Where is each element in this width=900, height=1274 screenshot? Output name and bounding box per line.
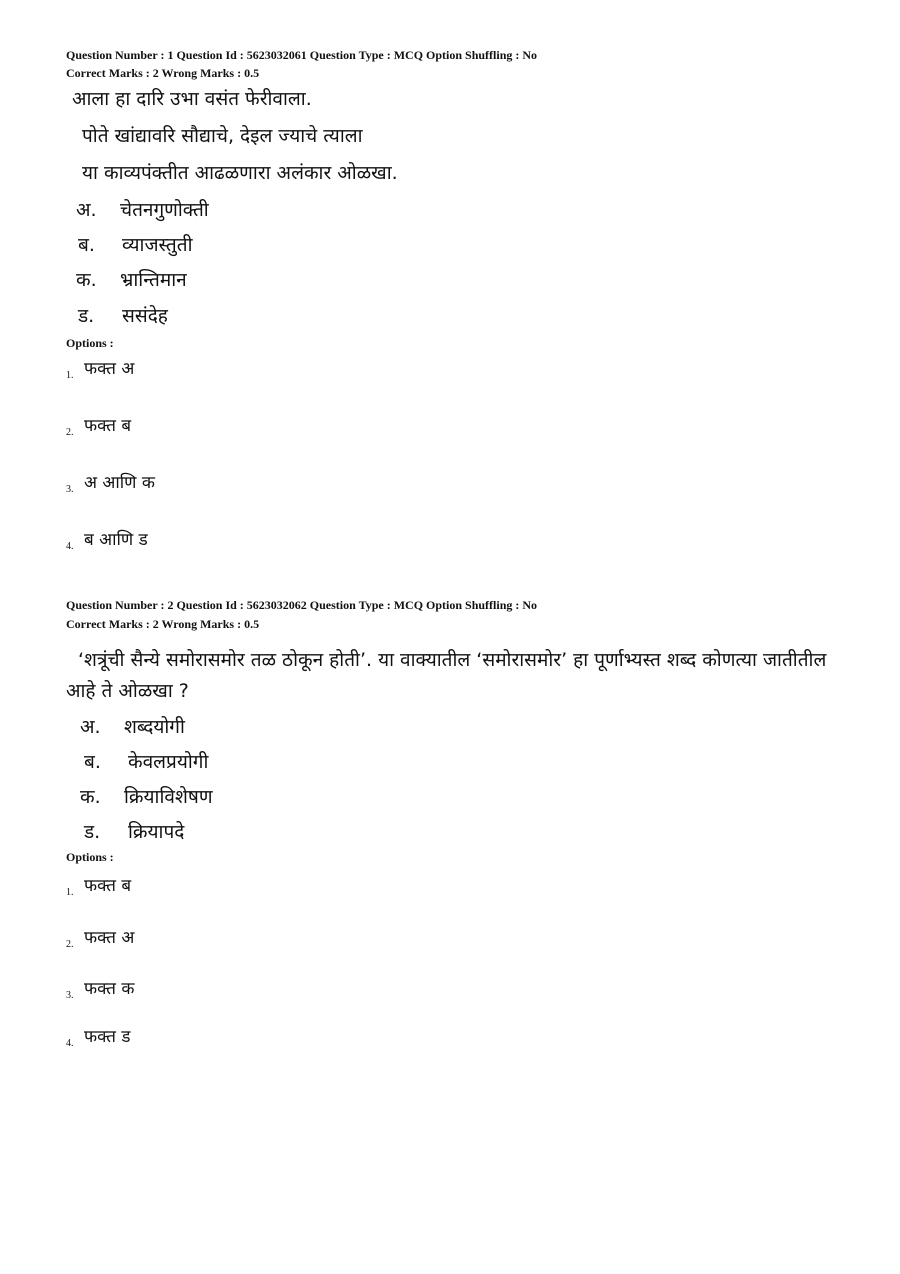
choice-item	[78, 304, 168, 328]
option-text: अ आणि क	[84, 473, 155, 493]
options-heading: Options :	[66, 336, 114, 350]
choice-text: क्रियापदे	[128, 821, 185, 843]
choice-letter: ड.	[78, 305, 95, 327]
choice-text: क्रियाविशेषण	[124, 786, 213, 808]
choice-letter: अ.	[80, 716, 101, 738]
option-number: 2.	[66, 939, 74, 950]
option-text: फक्त ब	[84, 416, 132, 436]
choice-text: भ्रान्तिमान	[120, 269, 187, 291]
choice-letter: क.	[80, 786, 101, 808]
option-number: 4.	[66, 1038, 74, 1049]
choice-text: ससंदेह	[122, 305, 168, 327]
question-marks: Correct Marks : 2 Wrong Marks : 0.5	[66, 66, 260, 80]
choice-text: शब्दयोगी	[124, 716, 185, 738]
choice-letter: ब.	[84, 751, 101, 773]
choice-item	[76, 268, 187, 292]
option-number: 3.	[66, 990, 74, 1001]
option-number: 3.	[66, 484, 74, 495]
choice-text: चेतनगुणोक्ती	[120, 199, 209, 221]
choice-letter: क.	[76, 269, 97, 291]
choice-item	[78, 233, 193, 257]
choice-letter: ड.	[84, 821, 101, 843]
option-number: 1.	[66, 887, 74, 898]
question-stem: ‘शत्रूंची सैन्ये समोरासमोर तळ ठोकून होती’. या वाक्यातील ‘समोरासमोर’ हा पूर्णाभ्यस्त शब्द कोणत्या जातीतील आहे ते ओळखा ?	[66, 649, 827, 702]
option-text: फक्त अ	[84, 359, 135, 379]
choice-item	[80, 785, 213, 809]
option-text: फक्त अ	[84, 928, 135, 948]
question-stem-line: पोते खांद्यावरि सौद्याचे, देइल ज्याचे त्याला	[82, 125, 363, 147]
choice-letter: ब.	[78, 234, 95, 256]
question-meta: Question Number : 2 Question Id : 5623032062 Question Type : MCQ Option Shuffling : No	[66, 598, 538, 612]
choice-letter: अ.	[76, 199, 97, 221]
option-text: फक्त ड	[84, 1027, 131, 1047]
options-heading: Options :	[66, 850, 114, 864]
choice-item	[84, 750, 208, 774]
choice-item	[80, 715, 185, 739]
choice-text: व्याजस्तुती	[122, 234, 193, 256]
question-meta: Question Number : 1 Question Id : 5623032061 Question Type : MCQ Option Shuffling : No	[66, 48, 538, 62]
question-marks: Correct Marks : 2 Wrong Marks : 0.5	[66, 617, 260, 631]
option-number: 1.	[66, 370, 74, 381]
option-text: फक्त ब	[84, 876, 132, 896]
option-text: ब आणि ड	[84, 530, 148, 550]
question-stem-line: या काव्यपंक्तीत आढळणारा अलंकार ओळखा.	[82, 162, 398, 184]
choice-text: केवलप्रयोगी	[128, 751, 209, 773]
choice-item	[76, 198, 209, 222]
question-stem-line: आला हा दारि उभा वसंत फेरीवाला.	[72, 88, 312, 110]
option-text: फक्त क	[84, 979, 135, 999]
option-number: 4.	[66, 541, 74, 552]
choice-item	[84, 820, 184, 844]
option-number: 2.	[66, 427, 74, 438]
